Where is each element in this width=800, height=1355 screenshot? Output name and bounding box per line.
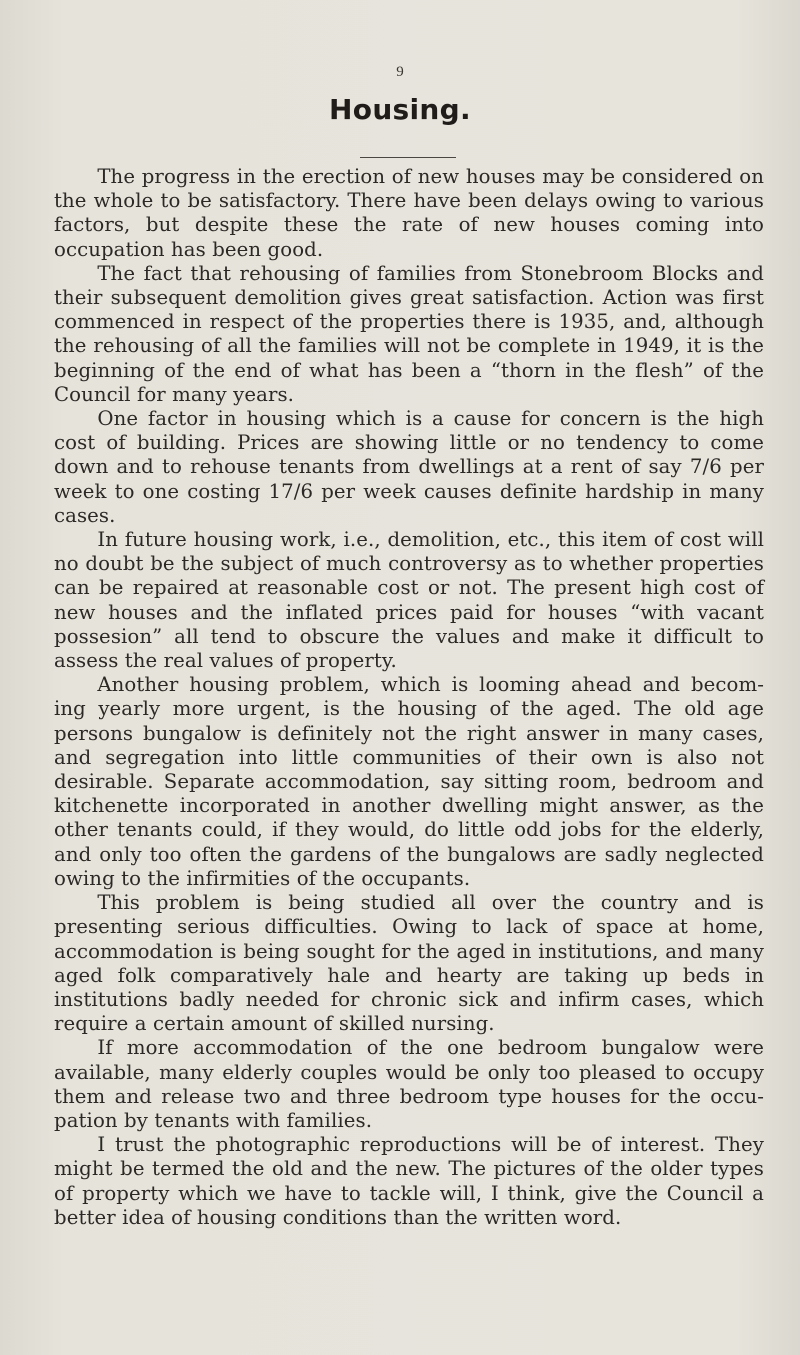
title-divider [360, 157, 456, 158]
page-title: Housing. [329, 93, 471, 126]
paragraph-progress: The progress in the erection of new houses may be considered on the whole to be satisfactory. There have been delays owing to various factors, but despite these the rate of new houses coming into occupation has been good. [54, 165, 764, 261]
paragraph-institutions: This problem is being studied all over the country and is presenting serious difficulties. Owing to lack of space at home, accommodation is being sought for the aged in institutions, and many aged folk comparatively hale and hearty are taking up beds in institutions badly needed for chronic sick and infirm cases, which require a certain amount of skilled nursing. [54, 891, 764, 1036]
paragraph-bungalows: If more accommodation of the one bedroom bungalow were available, many elderly couples would be only too pleased to occupy them and release two and three bedroom type houses for the occu- pation by tenants with families. [54, 1036, 764, 1132]
page-number: 9 [396, 64, 404, 80]
paragraph-stonebroom: The fact that rehousing of families from Stonebroom Blocks and their subsequent demolition gives great satisfaction. Action was first commenced in respect of the properties there is 1935, and, although the rehousing of all the families will not be complete in 1949, it is the beginning of the end of what has been a “thorn in the flesh” of the Council for many years. [54, 261, 764, 406]
body-text [54, 165, 764, 1230]
paragraph-photographs: I trust the photographic reproductions will be of interest. They might be termed the old and the new. The pictures of the older types of property which we have to tackle will, I think, give the Council a better idea of housing conditions than the written word. [54, 1133, 764, 1229]
paragraph-future-housing: In future housing work, i.e., demolition, etc., this item of cost will no doubt be the subject of much controversy as to whether properties can be repaired at reasonable cost or not. The present high cost of new houses and the inflated prices paid for houses “with vacant possesion” all tend to obscure the values and make it difficult to assess the real values of property. [54, 528, 764, 673]
paragraph-building-cost: One factor in housing which is a cause for concern is the high cost of building. Prices are showing little or no tendency to come down and to rehouse tenants from dwellings at a rent of say 7/6 per week to one costing 17/6 per week causes definite hardship in many cases. [54, 407, 764, 527]
paragraph-aged-housing: Another housing problem, which is looming ahead and becom- ing yearly more urgent, is the housing of the aged. The old age persons bungalow is definitely not the right answer in many cases, and segregation into little communities of their own is also not desirable. Separate accommodation, say sitting room, bedroom and kitchenette incorporated in another dwelling might answer, as the other tenants could, if they would, do little odd jobs for the elderly, and only too often the gardens of the bungalows are sadly neglected owing to the infirmities of the occupants. [54, 673, 764, 890]
